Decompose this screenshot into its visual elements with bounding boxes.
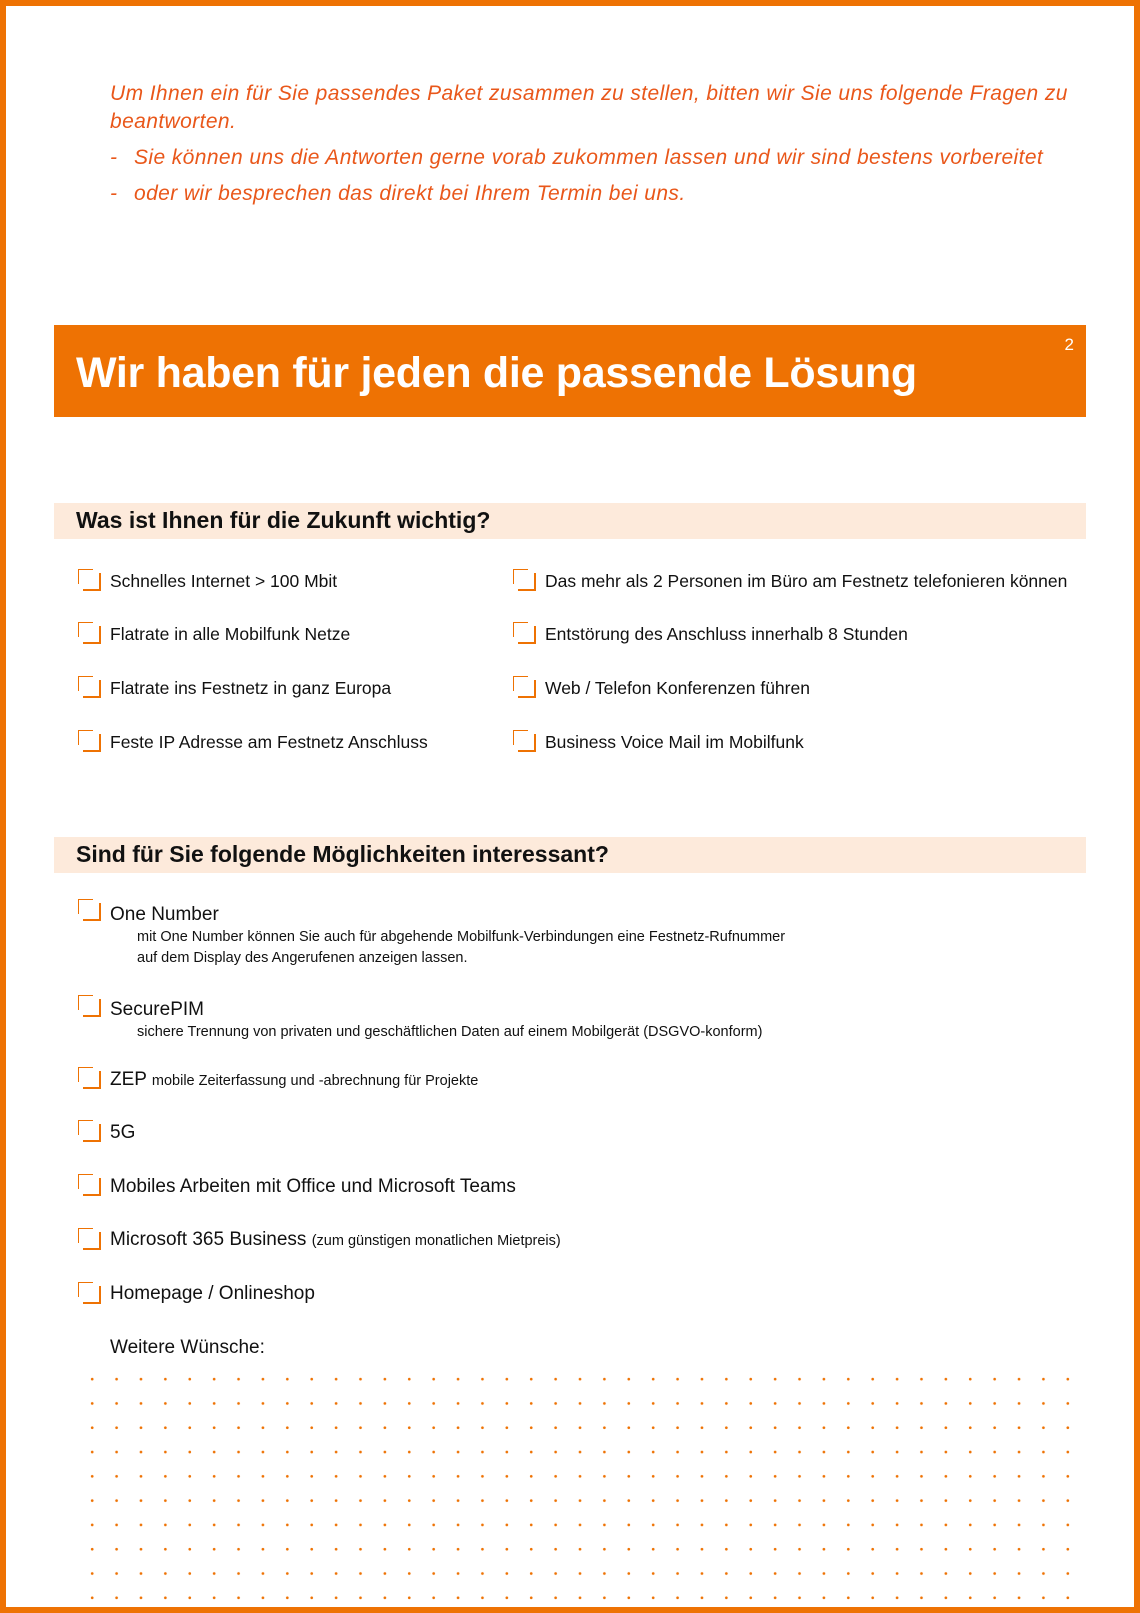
option-label: Mobiles Arbeiten mit Office und Microsoft Teams	[110, 1176, 516, 1197]
option-description: auf dem Display des Angerufenen anzeigen lassen.	[137, 950, 468, 966]
checkbox[interactable]	[518, 734, 536, 752]
checkbox[interactable]	[83, 999, 101, 1017]
option-label: Flatrate in alle Mobilfunk Netze	[110, 624, 351, 644]
zep-label: ZEP	[110, 1069, 147, 1090]
page-title: Wir haben für jeden die passende Lösung	[76, 349, 917, 397]
option-description: mit One Number können Sie auch für abgehende Mobilfunk-Verbindungen eine Festnetz-Rufnummer	[137, 929, 786, 945]
checkbox[interactable]	[83, 1232, 101, 1250]
option-label: Entstörung des Anschluss innerhalb 8 Stunden	[545, 624, 908, 644]
option-label	[110, 1229, 561, 1251]
option-label: 5G	[110, 1122, 136, 1143]
intro-bullet	[110, 180, 1070, 208]
checkbox[interactable]	[83, 1178, 101, 1196]
option-label: Schnelles Internet > 100 Mbit	[110, 571, 338, 591]
option-label: Homepage / Onlineshop	[110, 1283, 315, 1304]
bullet-dash: -	[110, 182, 118, 205]
checkbox[interactable]	[83, 903, 101, 921]
section-heading-bar	[54, 503, 1086, 539]
option-label: Das mehr als 2 Personen im Büro am Festnetz telefonieren können	[545, 571, 1068, 591]
section-heading: Was ist Ihnen für die Zukunft wichtig?	[76, 507, 491, 533]
checkbox[interactable]	[83, 626, 101, 644]
further-wishes-label: Weitere Wünsche:	[110, 1337, 265, 1358]
option-label	[110, 1069, 478, 1091]
m365-label: Microsoft 365 Business	[110, 1229, 307, 1250]
intro-bullet	[110, 144, 1070, 172]
option-label: SecurePIM	[110, 999, 204, 1020]
option-description: sichere Trennung von privaten und geschäftlichen Daten auf einem Mobilgerät (DSGVO-konform)	[137, 1024, 763, 1040]
page-banner	[54, 325, 1086, 417]
section-heading: Sind für Sie folgende Möglichkeiten interessant?	[76, 841, 609, 867]
bullet-dash: -	[110, 146, 118, 169]
option-label: One Number	[110, 904, 219, 925]
checkbox[interactable]	[83, 1286, 101, 1304]
checkbox[interactable]	[83, 734, 101, 752]
checkbox[interactable]	[83, 573, 101, 591]
page-number: 2	[1064, 335, 1074, 354]
checkbox[interactable]	[518, 626, 536, 644]
section-heading-bar	[54, 837, 1086, 873]
intro-paragraph: Um Ihnen ein für Sie passendes Paket zusammen zu stellen, bitten wir Sie uns folgende Fragen zu beantworten.	[110, 82, 1068, 133]
checkbox[interactable]	[518, 573, 536, 591]
option-label: Flatrate ins Festnetz in ganz Europa	[110, 678, 392, 698]
intro-text	[110, 80, 1070, 208]
option-description: mobile Zeiterfassung und -abrechnung für Projekte	[151, 1073, 479, 1089]
intro-bullet-text: Sie können uns die Antworten gerne vorab zukommen lassen und wir sind bestens vorbereitet	[134, 146, 1044, 169]
dotted-writing-area[interactable]	[80, 1367, 1070, 1603]
checkbox[interactable]	[83, 1124, 101, 1142]
intro-bullet-text: oder wir besprechen das direkt bei Ihrem Termin bei uns.	[134, 182, 686, 205]
option-label: Web / Telefon Konferenzen führen	[545, 678, 810, 698]
checkbox[interactable]	[518, 680, 536, 698]
checkbox[interactable]	[83, 680, 101, 698]
option-note: (zum günstigen monatlichen Mietpreis)	[311, 1233, 561, 1249]
option-label: Feste IP Adresse am Festnetz Anschluss	[110, 732, 428, 752]
checkbox[interactable]	[83, 1071, 101, 1089]
option-label: Business Voice Mail im Mobilfunk	[545, 732, 804, 752]
